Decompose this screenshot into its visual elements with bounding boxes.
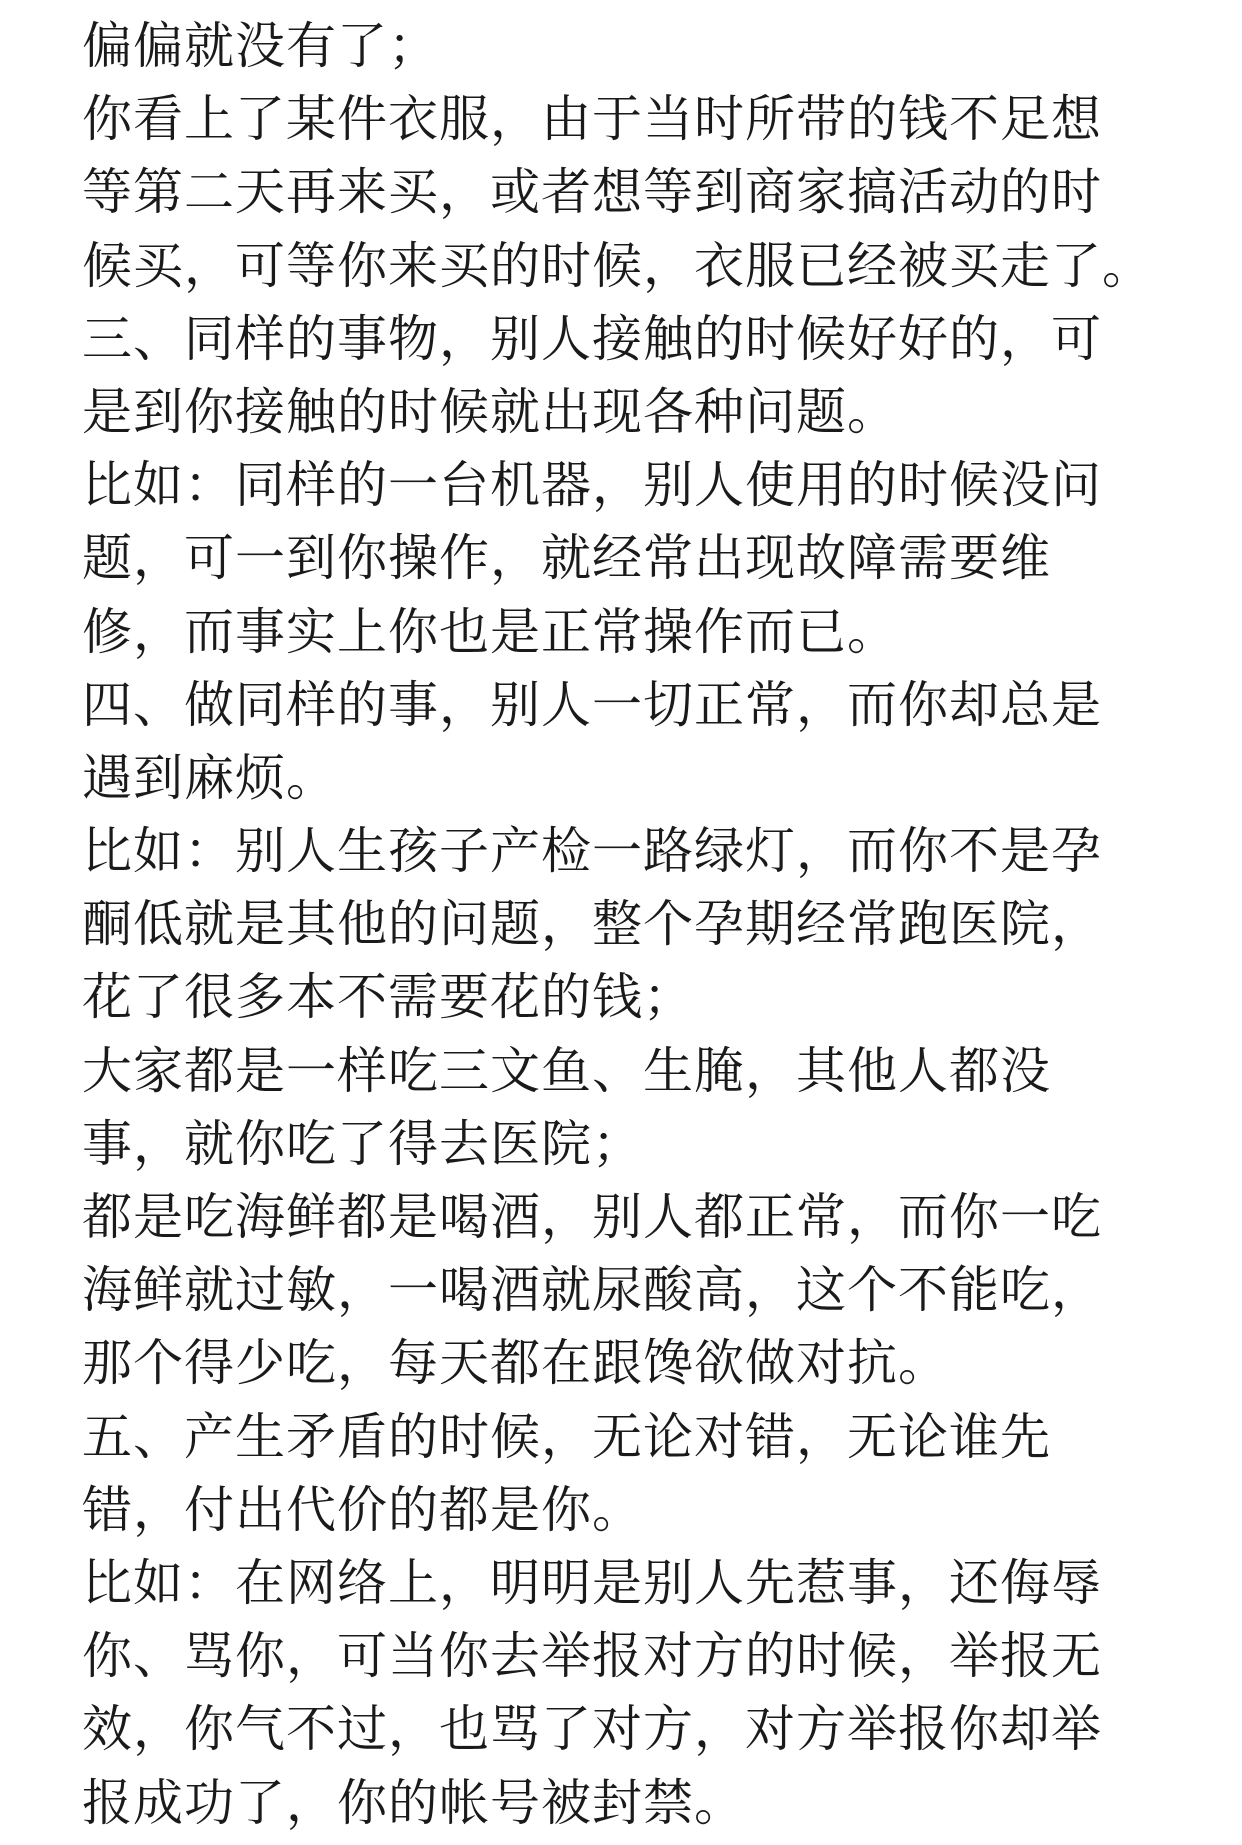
text-line: 酮低就是其他的问题，整个孕期经常跑医院， [82,895,1102,954]
text-line: 那个得少吃，每天都在跟馋欲做对抗。 [82,1334,949,1393]
text-line: 比如：别人生孩子产检一路绿灯，而你不是孕 [82,822,1102,881]
text-line: 海鲜就过敏，一喝酒就尿酸高，这个不能吃， [82,1261,1102,1320]
text-line: 是到你接触的时候就出现各种问题。 [82,382,898,441]
text-line: 遇到麻烦。 [82,748,337,807]
section-heading-3: 三、同样的事物，别人接触的时候好好的，可 [82,309,1102,368]
text-line: 错，付出代价的都是你。 [82,1480,643,1539]
text-line: 报成功了，你的帐号被封禁。 [82,1773,745,1832]
section-heading-4: 四、做同样的事，别人一切正常，而你却总是 [82,675,1102,734]
text-line: 都是吃海鲜都是喝酒，别人都正常，而你一吃 [82,1188,1102,1246]
document-body [82,10,1242,1840]
text-line: 偏偏就没有了； [82,17,439,75]
text-line: 比如：同样的一台机器，别人使用的时候没问 [82,456,1102,515]
section-heading-5: 五、产生矛盾的时候，无论对错，无论谁先 [82,1407,1051,1466]
text-line: 你、骂你，可当你去举报对方的时候，举报无 [82,1627,1102,1686]
text-line: 大家都是一样吃三文鱼、生腌，其他人都没 [82,1041,1051,1100]
text-line: 修，而事实上你也是正常操作而已。 [82,602,898,661]
text-line: 效，你气不过，也骂了对方，对方举报你却举 [82,1700,1102,1759]
text-line: 你看上了某件衣服，由于当时所带的钱不足想 [82,90,1102,149]
text-line: 事，就你吃了得去医院； [82,1114,643,1173]
text-line: 花了很多本不需要花的钱； [82,968,694,1027]
text-line: 题，可一到你操作，就经常出现故障需要维 [82,529,1051,588]
text-line: 比如：在网络上，明明是别人先惹事，还侮辱 [82,1553,1102,1612]
text-line: 等第二天再来买，或者想等到商家搞活动的时 [82,163,1102,222]
text-line: 候买，可等你来买的时候，衣服已经被买走了。 [82,236,1153,295]
